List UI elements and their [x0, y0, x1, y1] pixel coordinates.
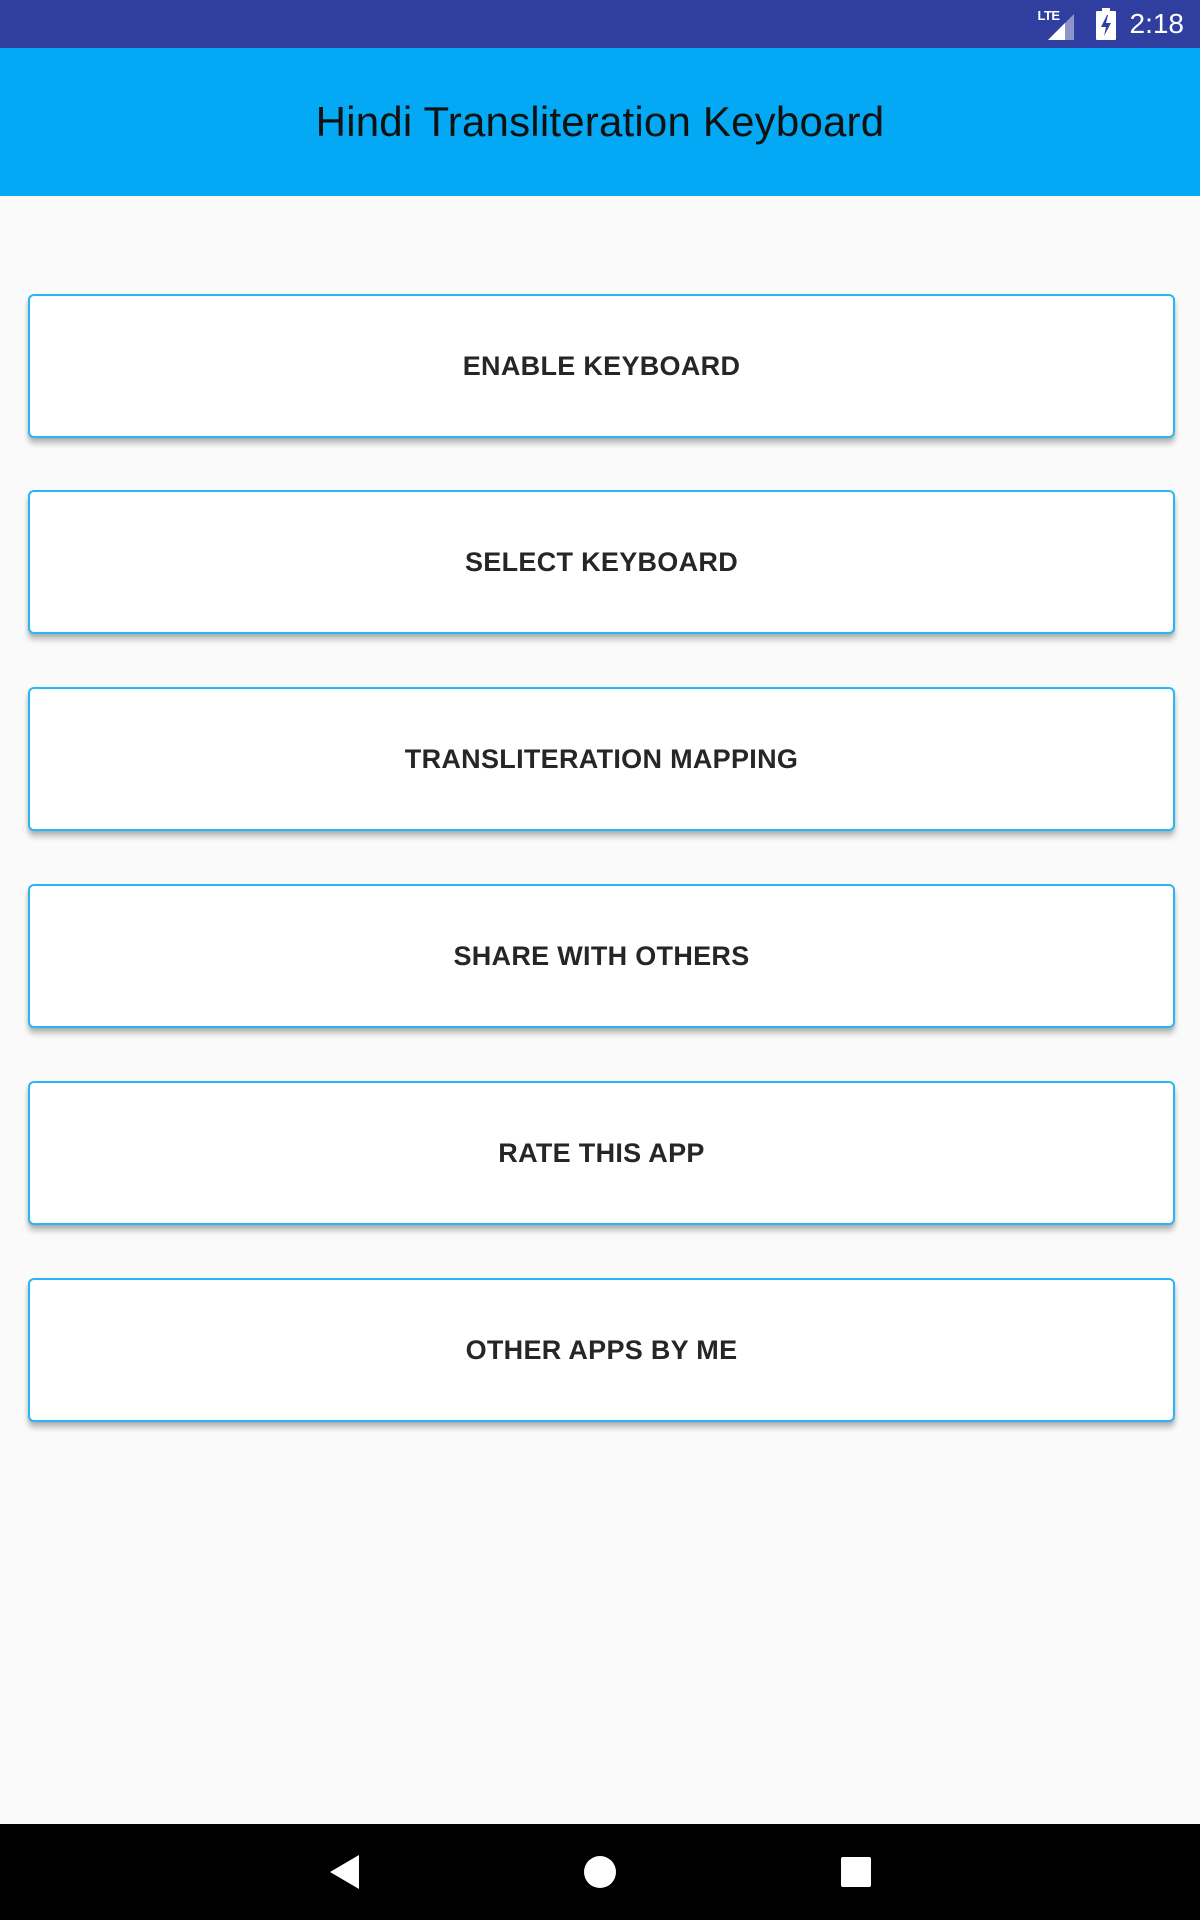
- home-icon: [583, 1855, 617, 1889]
- recents-button[interactable]: [796, 1824, 916, 1920]
- app-title: Hindi Transliteration Keyboard: [315, 98, 885, 145]
- button-label: TRANSLITERATION MAPPING: [404, 743, 799, 774]
- back-button[interactable]: [284, 1824, 404, 1920]
- app-bar: [0, 48, 1200, 196]
- select-keyboard-button[interactable]: [28, 490, 1175, 634]
- enable-keyboard-button[interactable]: [28, 294, 1175, 438]
- button-label: ENABLE KEYBOARD: [462, 350, 741, 381]
- lte-signal-icon: [1038, 6, 1074, 42]
- rate-this-app-button[interactable]: [28, 1081, 1175, 1225]
- back-icon: [327, 1853, 361, 1891]
- battery-charging-icon: [1096, 8, 1116, 40]
- button-label: SHARE WITH OTHERS: [453, 940, 750, 971]
- home-button[interactable]: [540, 1824, 660, 1920]
- status-clock: 2:18: [1129, 8, 1184, 39]
- recents-icon: [840, 1856, 872, 1888]
- button-label: OTHER APPS BY ME: [465, 1334, 738, 1365]
- button-label: RATE THIS APP: [498, 1137, 705, 1168]
- other-apps-button[interactable]: [28, 1278, 1175, 1422]
- transliteration-mapping-button[interactable]: [28, 687, 1175, 831]
- status-icons: [1038, 0, 1185, 48]
- button-label: SELECT KEYBOARD: [464, 546, 739, 577]
- status-bar: [0, 0, 1200, 48]
- navigation-bar: [0, 1824, 1200, 1920]
- share-with-others-button[interactable]: [28, 884, 1175, 1028]
- network-type-label: LTE: [1037, 8, 1060, 23]
